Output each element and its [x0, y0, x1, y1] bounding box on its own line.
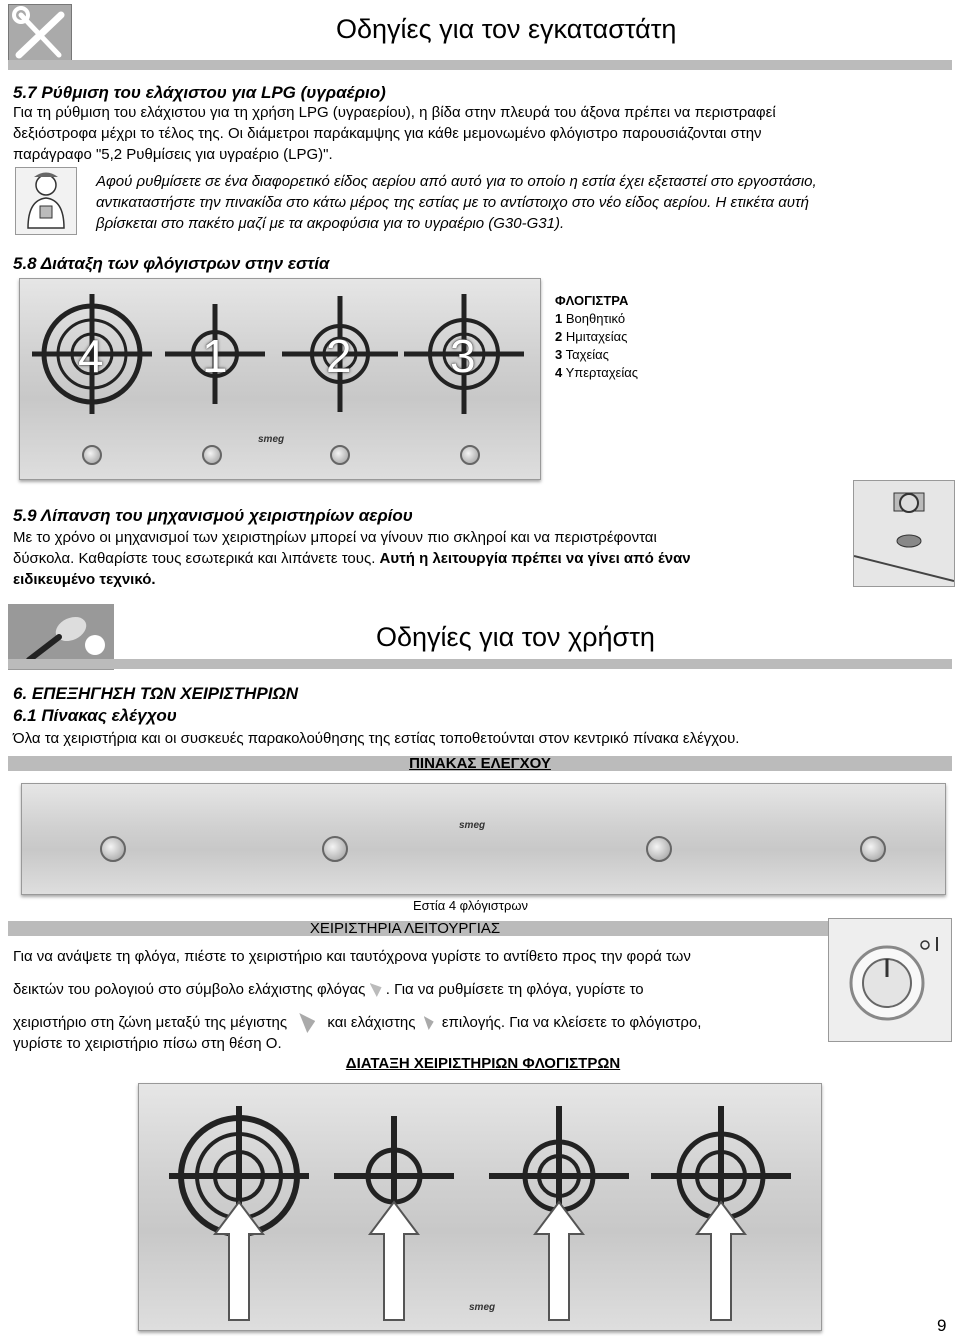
s59-line1: Με το χρόνο οι μηχανισμοί των χειριστηρίων μπορεί να γίνουν πιο σκληροί και να περιστρέφονται: [13, 529, 657, 546]
control-knob: [860, 836, 886, 862]
technician-icon: [15, 167, 77, 235]
control-knob: [322, 836, 348, 862]
legend-item: 3 Ταχείας: [555, 347, 609, 362]
burner-label-2: 2: [326, 330, 352, 382]
controls-title: ΧΕΙΡΙΣΤΗΡΙΑ ΛΕΙΤΟΥΡΓΙΑΣ: [309, 920, 501, 937]
control-panel-title: ΠΙΝΑΚΑΣ ΕΛΕΓΧΟΥ: [409, 755, 551, 772]
knob: [460, 445, 480, 465]
page-title: Οδηγίες για τον εγκαταστάτη: [336, 14, 677, 44]
ctl-line3: χειριστήριο στη ζώνη μεταξύ της μέγιστης και ελάχιστης επιλογής. Για να κλείσετε το φλόγιστρο,: [13, 1012, 811, 1033]
user-title: Οδηγίες για τον χρήστη: [376, 622, 655, 652]
burner-label-4: 4: [78, 330, 104, 382]
section-5-7-text: [13, 102, 949, 165]
s57-line1: Για τη ρύθμιση του ελάχιστου για τη χρήση LPG (υγραερίου), η βίδα στην πλευρά του άξονα πρέπει να περιστραφεί: [13, 104, 776, 121]
knob: [202, 445, 222, 465]
ctl-line4: γυρίστε το χειριστήριο πίσω στη θέση O.: [13, 1035, 282, 1053]
legend-item: 1 Βοηθητικό: [555, 311, 626, 326]
control-knob-diagram: [828, 918, 952, 1042]
burner-label-1: 1: [202, 330, 228, 382]
user-header-rule: [8, 659, 952, 669]
section-5-9-text: [13, 527, 841, 590]
header-rule: [8, 60, 952, 70]
knob: [330, 445, 350, 465]
page-number: 9: [937, 1316, 947, 1335]
panel-caption: Εστία 4 φλόγιστρων: [413, 898, 528, 913]
section-5-7-heading: 5.7 Ρύθμιση του ελάχιστου για LPG (υγραέριο): [13, 83, 386, 102]
section-6-heading: 6. ΕΠΕΞΗΓΗΣΗ ΤΩΝ ΧΕΙΡΙΣΤΗΡΙΩΝ: [13, 684, 299, 703]
burner-controls-layout-image: [138, 1083, 822, 1331]
burner-label-3: 3: [450, 330, 476, 382]
section-5-9-heading: 5.9 Λίπανση του μηχανισμού χειριστηρίων αερίου: [13, 506, 413, 525]
knob: [82, 445, 102, 465]
burner-legend: [555, 292, 638, 382]
installer-icon: [8, 4, 72, 66]
legend-item: 2 Ημιταχείας: [555, 329, 628, 344]
burner-controls-layout-title: ΔΙΑΤΑΞΗ ΧΕΙΡΙΣΤΗΡΙΩΝ ΦΛΟΓΙΣΤΡΩΝ: [345, 1055, 621, 1072]
hob-burner-layout-image: [19, 278, 541, 480]
section-5-8-heading: 5.8 Διάταξη των φλόγιστρων στην εστία: [13, 254, 330, 273]
s57-note2: αντικαταστήστε την πινακίδα στο κάτω μέρος της εστίας με το αντίστοιχο στο νέο είδος αερίου. Η ετικέτα αυτή: [96, 194, 809, 211]
section-6-1-intro: Όλα τα χειριστήρια και οι συσκευές παρακολούθησης της εστίας τοποθετούνται στον κεντρικό πίνακα ελέγχου.: [13, 730, 740, 747]
controls-text: [13, 946, 811, 1054]
gas-valve-lubrication-image: [853, 480, 955, 587]
s57-line3: παράγραφο "5,2 Ρυθμίσεις για υγραέριο (LPG)".: [13, 146, 333, 163]
wrench-screwdriver-icon: [9, 5, 71, 65]
ctl-line2: δεικτών του ρολογιού στο σύμβολο ελάχιστης φλόγας . Για να ρυθμίσετε τη φλόγα, γυρίστε το: [13, 981, 644, 998]
legend-item: 4 Υπερταχείας: [555, 365, 639, 380]
control-panel-image: [21, 783, 946, 895]
ctl-line1: Για να ανάψετε τη φλόγα, πιέστε το χειριστήριο και ταυτόχρονα γυρίστε το αντίθετο προς την φορά των: [13, 948, 691, 965]
section-6-1-heading: 6.1 Πίνακας ελέγχου: [13, 706, 177, 725]
section-5-7-note: [96, 171, 952, 234]
control-knob: [646, 836, 672, 862]
s57-note1: Αφού ρυθμίσετε σε ένα διαφορετικό είδος αερίου από αυτό για το οποίο η εστία έχει εξεταστεί στο εργοστάσιο,: [96, 173, 817, 190]
legend-title: ΦΛΟΓΙΣΤΡΑ: [555, 293, 629, 308]
control-knob: [100, 836, 126, 862]
panel-brand-logo: smeg: [459, 820, 486, 831]
layout-brand-logo: smeg: [469, 1302, 496, 1313]
s59-line2: δύσκολα. Καθαρίστε τους εσωτερικά και λιπάνετε τους. Αυτή η λειτουργία πρέπει να γίνει από έναν: [13, 550, 691, 567]
s57-line2: δεξιόστροφα μέχρι το τέλος της. Οι διάμετροι παράκαμψης για κάθε μεμονωμένο φλόγιστρο παρουσιάζονται στην: [13, 125, 762, 142]
min-flame-symbol-icon: [370, 983, 382, 997]
min-flame-symbol-icon: [424, 1016, 434, 1030]
burner-layout-drawing: [139, 1084, 821, 1330]
max-flame-symbol-icon: [299, 1013, 315, 1033]
hob-brand-logo: smeg: [258, 434, 285, 445]
s57-note3: βρίσκεται στο πακέτο μαζί με τα ακροφύσια για το υγραέριο (G30-G31).: [96, 215, 565, 232]
s59-line3: ειδικευμένο τεχνικό.: [13, 571, 156, 588]
